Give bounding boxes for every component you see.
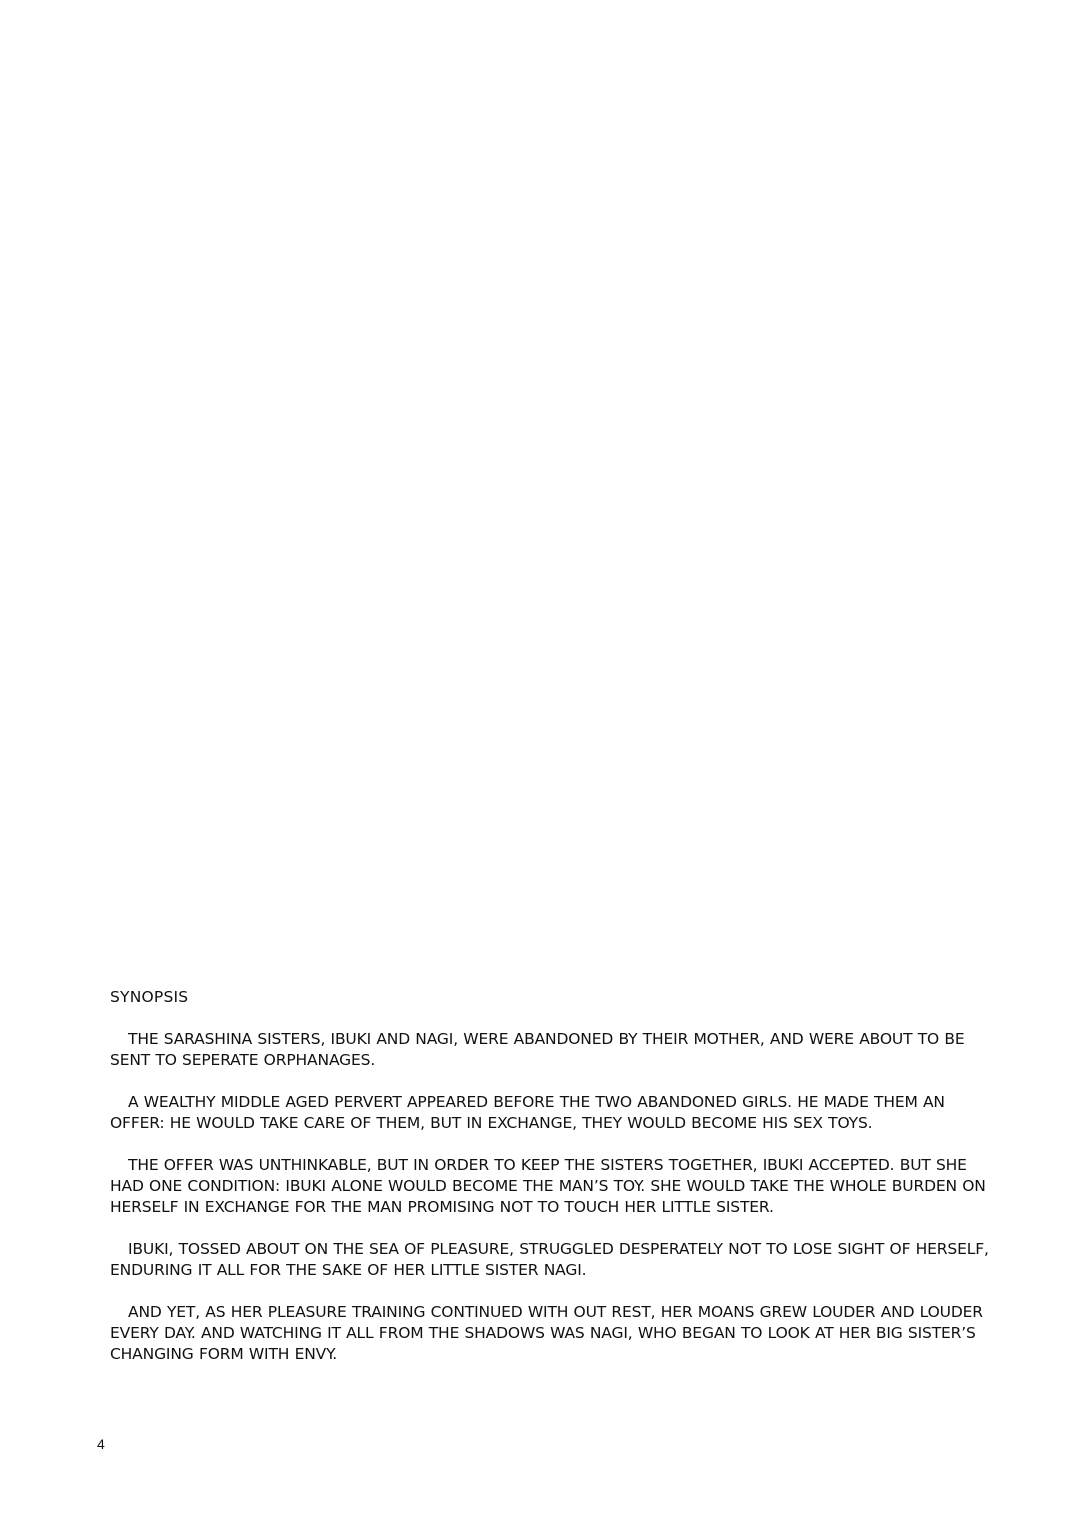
synopsis-section xyxy=(110,987,1000,1386)
synopsis-paragraph: IBUKI, TOSSED ABOUT ON THE SEA OF PLEASURE, STRUGGLED DESPERATELY NOT TO LOSE SIGHT OF HERSELF, ENDURING IT ALL FOR THE SAKE OF HER LITTLE SISTER NAGI. xyxy=(110,1240,989,1279)
synopsis-heading: SYNOPSIS xyxy=(110,988,189,1006)
synopsis-paragraph: THE SARASHINA SISTERS, IBUKI AND NAGI, WERE ABANDONED BY THEIR MOTHER, AND WERE ABOUT TO BE SENT TO SEPERATE ORPHANAGES. xyxy=(110,1030,965,1069)
synopsis-paragraph: A WEALTHY MIDDLE AGED PERVERT APPEARED BEFORE THE TWO ABANDONED GIRLS. HE MADE THEM AN OFFER: HE WOULD TAKE CARE OF THEM, BUT IN EXCHANGE, THEY WOULD BECOME HIS SEX TOYS. xyxy=(110,1093,945,1132)
page-number: 4 xyxy=(97,1436,105,1452)
synopsis-paragraph: AND YET, AS HER PLEASURE TRAINING CONTINUED WITH OUT REST, HER MOANS GREW LOUDER AND LOUDER EVERY DAY. AND WATCHING IT ALL FROM THE SHADOWS WAS NAGI, WHO BEGAN TO LOOK AT HER BIG SISTER’S CHANGING FORM WITH ENVY. xyxy=(110,1303,983,1363)
synopsis-paragraph: THE OFFER WAS UNTHINKABLE, BUT IN ORDER TO KEEP THE SISTERS TOGETHER, IBUKI ACCEPTED. BUT SHE HAD ONE CONDITION: IBUKI ALONE WOULD BECOME THE MAN’S TOY. SHE WOULD TAKE THE WHOLE BURDEN ON HERSELF IN EXCHANGE FOR THE MAN PROMISING NOT TO TOUCH HER LITTLE SISTER. xyxy=(110,1156,986,1216)
